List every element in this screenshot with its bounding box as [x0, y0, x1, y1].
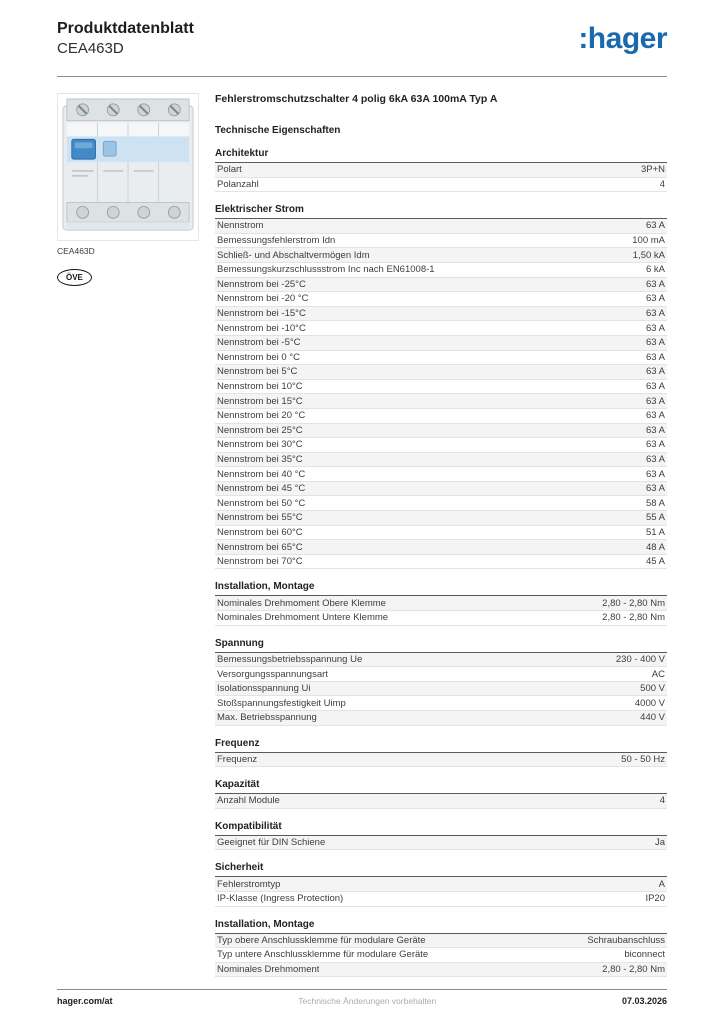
spec-label: Nennstrom bei -25°C [217, 278, 306, 290]
spec-value: Schraubanschluss [587, 934, 665, 946]
footer-note: Technische Änderungen vorbehalten [298, 996, 437, 1006]
spec-section [215, 860, 667, 906]
spec-value: 4000 V [634, 697, 665, 709]
spec-label: Nennstrom bei 65°C [217, 541, 303, 553]
spec-label: Max. Betriebsspannung [217, 712, 317, 724]
spec-label: Frequenz [217, 753, 258, 765]
spec-value: 58 A [645, 497, 665, 509]
spec-value: 51 A [645, 526, 665, 538]
spec-row [215, 892, 667, 907]
spec-value: 63 A [645, 366, 665, 378]
spec-value: 230 - 400 V [615, 653, 665, 665]
page-header [57, 20, 667, 57]
spec-label: Bemessungsfehlerstrom Idn [217, 235, 336, 247]
spec-row [215, 394, 667, 409]
spec-value: 63 A [645, 351, 665, 363]
spec-label: Nennstrom bei 35°C [217, 453, 303, 465]
spec-row [215, 163, 667, 178]
product-media-column [57, 93, 202, 286]
spec-value: 2,80 - 2,80 Nm [602, 612, 665, 624]
spec-row [215, 794, 667, 809]
spec-label: Stoßspannungsfestigkeit Uimp [217, 697, 346, 709]
spec-row [215, 365, 667, 380]
spec-row [215, 511, 667, 526]
spec-row [215, 711, 667, 726]
spec-label: Nennstrom bei -5°C [217, 337, 301, 349]
spec-value: Ja [654, 837, 665, 849]
spec-section-title: Elektrischer Strom [215, 202, 667, 219]
spec-row [215, 336, 667, 351]
spec-section-title: Installation, Montage [215, 579, 667, 596]
spec-row [215, 278, 667, 293]
spec-section [215, 202, 667, 569]
spec-label: Typ untere Anschlussklemme für modulare Geräte [217, 949, 429, 961]
spec-label: Nennstrom bei 0 °C [217, 351, 300, 363]
spec-row [215, 934, 667, 949]
spec-value: 63 A [645, 322, 665, 334]
spec-value: 3P+N [640, 164, 665, 176]
spec-value: 2,80 - 2,80 Nm [602, 964, 665, 976]
spec-section-title: Installation, Montage [215, 917, 667, 934]
spec-section-title: Kompatibilität [215, 819, 667, 836]
spec-label: Nominales Drehmoment [217, 964, 320, 976]
spec-label: Typ obere Anschlussklemme für modulare Geräte [217, 934, 426, 946]
footer-date: 07.03.2026 [621, 996, 667, 1006]
spec-row [215, 351, 667, 366]
product-image-caption: CEA463D [57, 246, 95, 256]
spec-value: 63 A [645, 410, 665, 422]
spec-row [215, 292, 667, 307]
product-image [57, 93, 199, 241]
page-footer [57, 996, 667, 1006]
spec-section-title: Sicherheit [215, 860, 667, 877]
spec-value: 55 A [645, 512, 665, 524]
spec-section [215, 819, 667, 851]
spec-label: Nennstrom bei 10°C [217, 381, 303, 393]
spec-value: 63 A [645, 395, 665, 407]
spec-value: 4 [659, 178, 665, 190]
spec-label: Nennstrom bei 40 °C [217, 468, 306, 480]
spec-section [215, 579, 667, 625]
spec-value: 63 A [645, 468, 665, 480]
spec-row [215, 496, 667, 511]
spec-section-title: Spannung [215, 636, 667, 653]
spec-value: 48 A [645, 541, 665, 553]
spec-row [215, 667, 667, 682]
spec-label: Bemessungsbetriebsspannung Ue [217, 653, 363, 665]
spec-label: Bemessungskurzschlussstrom Inc nach EN61008-1 [217, 264, 435, 276]
tech-properties-heading: Technische Eigenschaften [215, 125, 341, 136]
header-divider [57, 76, 667, 77]
spec-section [215, 777, 667, 809]
footer-website: hager.com/at [57, 996, 113, 1006]
spec-value: AC [651, 668, 665, 680]
spec-label: Anzahl Module [217, 795, 280, 807]
spec-row [215, 482, 667, 497]
spec-row [215, 540, 667, 555]
spec-value: biconnect [624, 949, 665, 961]
spec-label: Nennstrom bei 60°C [217, 526, 303, 538]
spec-label: Nennstrom bei -10°C [217, 322, 306, 334]
spec-row [215, 753, 667, 768]
spec-row [215, 948, 667, 963]
product-name: Fehlerstromschutzschalter 4 polig 6kA 63A 100mA Typ A [215, 93, 498, 105]
spec-value: 63 A [645, 483, 665, 495]
spec-value: 63 A [645, 278, 665, 290]
spec-value: 6 kA [645, 264, 665, 276]
spec-section [215, 146, 667, 192]
spec-section-title: Kapazität [215, 777, 667, 794]
spec-label: Nennstrom bei 55°C [217, 512, 303, 524]
spec-value: A [658, 878, 665, 890]
spec-label: Isolationsspannung Ui [217, 683, 311, 695]
spec-value: 63 A [645, 220, 665, 232]
spec-row [215, 467, 667, 482]
spec-label: IP-Klasse (Ingress Protection) [217, 893, 344, 905]
spec-value: 63 A [645, 439, 665, 451]
spec-label: Nennstrom [217, 220, 264, 232]
spec-label: Versorgungsspannungsart [217, 668, 328, 680]
spec-value: 45 A [645, 556, 665, 568]
spec-row [215, 248, 667, 263]
spec-label: Nennstrom bei 70°C [217, 556, 303, 568]
spec-value: 63 A [645, 453, 665, 465]
spec-row [215, 424, 667, 439]
spec-value: 63 A [645, 308, 665, 320]
spec-section [215, 636, 667, 726]
spec-label: Nominales Drehmoment Untere Klemme [217, 612, 389, 624]
spec-row [215, 836, 667, 851]
spec-label: Nennstrom bei 30°C [217, 439, 303, 451]
spec-row [215, 380, 667, 395]
spec-label: Nennstrom bei 5°C [217, 366, 298, 378]
spec-row [215, 263, 667, 278]
product-code: CEA463D [57, 40, 124, 57]
circuit-breaker-illustration [58, 93, 198, 241]
spec-section-title: Architektur [215, 146, 667, 163]
spec-row [215, 696, 667, 711]
spec-section [215, 736, 667, 768]
spec-row [215, 526, 667, 541]
spec-label: Nennstrom bei 50 °C [217, 497, 306, 509]
spec-row [215, 321, 667, 336]
spec-value: 63 A [645, 424, 665, 436]
spec-value: 63 A [645, 293, 665, 305]
spec-row [215, 453, 667, 468]
footer-divider [57, 989, 667, 990]
spec-label: Nennstrom bei 20 °C [217, 410, 306, 422]
spec-label: Nennstrom bei 25°C [217, 424, 303, 436]
spec-value: 1,50 kA [632, 249, 665, 261]
spec-label: Nennstrom bei -15°C [217, 308, 306, 320]
spec-row [215, 307, 667, 322]
spec-row [215, 438, 667, 453]
spec-section-title: Frequenz [215, 736, 667, 753]
spec-label: Polanzahl [217, 178, 259, 190]
spec-value: 2,80 - 2,80 Nm [602, 597, 665, 609]
spec-row [215, 219, 667, 234]
spec-column [215, 93, 667, 977]
spec-row [215, 611, 667, 626]
spec-value: 50 - 50 Hz [621, 753, 665, 765]
spec-row [215, 234, 667, 249]
spec-label: Schließ- und Abschaltvermögen Idm [217, 249, 370, 261]
spec-section [215, 917, 667, 978]
spec-value: IP20 [645, 893, 665, 905]
spec-value: 63 A [645, 337, 665, 349]
ove-certification-badge: ÖVE [57, 269, 92, 286]
spec-value: 440 V [640, 712, 665, 724]
spec-label: Fehlerstromtyp [217, 878, 281, 890]
hager-logo: :hager [578, 22, 667, 55]
spec-value: 4 [659, 795, 665, 807]
spec-label: Nennstrom bei -20 °C [217, 293, 309, 305]
spec-label: Nominales Drehmoment Obere Klemme [217, 597, 386, 609]
spec-row [215, 409, 667, 424]
spec-label: Geeignet für DIN Schiene [217, 837, 326, 849]
spec-row [215, 178, 667, 193]
header-text-block [57, 20, 194, 57]
spec-row [215, 555, 667, 570]
spec-row [215, 596, 667, 611]
spec-value: 100 mA [632, 235, 665, 247]
spec-value: 500 V [640, 683, 665, 695]
spec-row [215, 963, 667, 978]
spec-sections [215, 146, 667, 977]
spec-row [215, 877, 667, 892]
doc-title: Produktdatenblatt [57, 20, 194, 37]
spec-value: 63 A [645, 381, 665, 393]
spec-label: Polart [217, 164, 242, 176]
spec-row [215, 653, 667, 668]
spec-label: Nennstrom bei 15°C [217, 395, 303, 407]
spec-row [215, 682, 667, 697]
spec-label: Nennstrom bei 45 °C [217, 483, 306, 495]
